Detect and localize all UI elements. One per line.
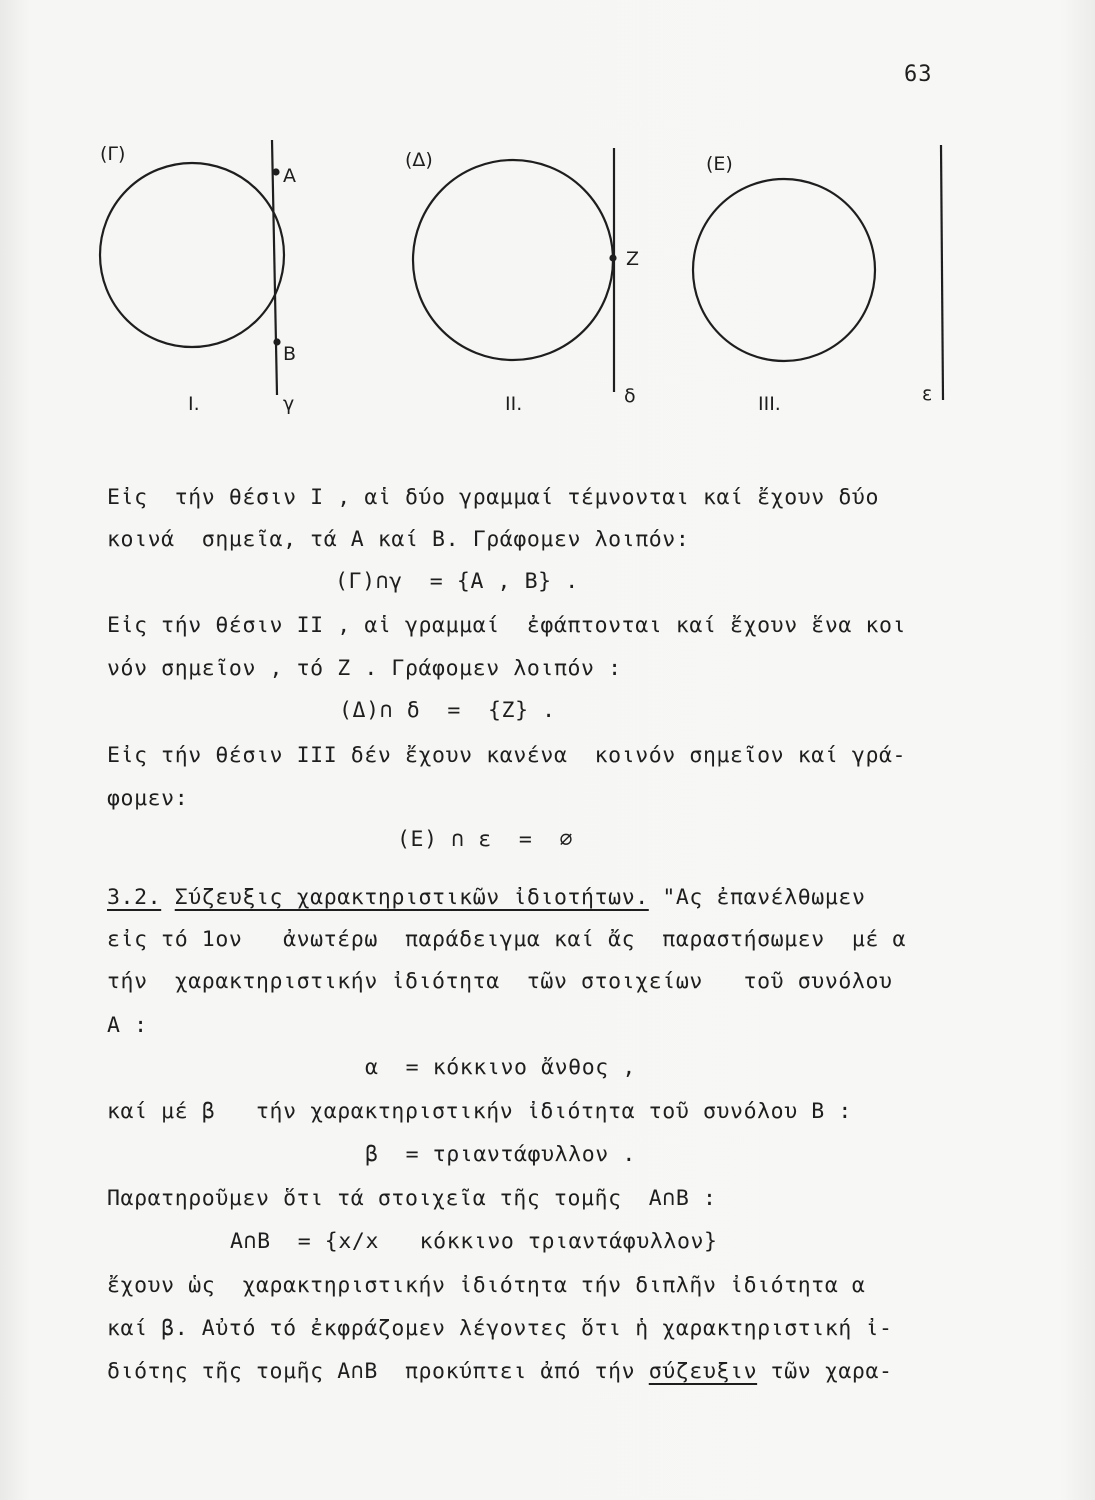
page-number: 63 bbox=[904, 62, 933, 87]
text-line-13: ἔχουν ὡς χαρακτηριστικήν ἰδιότητα τήν διπλῆν ἰδιότητα α bbox=[107, 1273, 866, 1298]
text-line-12: Παρατηροῦμεν ὅτι τά στοιχεῖα τῆς τομῆς A∩B : bbox=[107, 1186, 717, 1211]
label-epsilon-circle: (E) bbox=[706, 153, 733, 175]
text-line-3: Εἰς τήν θέσιν II , αἱ γραμμαί ἐφάπτονται καί ἔχουν ἕνα κοι bbox=[107, 613, 907, 638]
section-title: Σύζευξις χαρακτηριστικῶν ἰδιοτήτων. bbox=[174, 885, 649, 910]
circle-delta bbox=[413, 160, 613, 360]
label-point-z: Z bbox=[626, 248, 640, 270]
circle-gamma bbox=[100, 163, 284, 347]
text-line-14: καί β. Αὐτό τό ἐκφράζομεν λέγοντες ὅτι ἡ χαρακτηριστική ἰ- bbox=[107, 1316, 893, 1341]
line-epsilon bbox=[941, 145, 943, 400]
label-figure-three: III. bbox=[758, 393, 781, 415]
text-line-8: εἰς τό 1ον ἀνωτέρω παράδειγμα καί ἄς παραστήσωμεν μέ α bbox=[107, 927, 907, 952]
text-line-5: Εἰς τήν θέσιν III δέν ἔχουν κανένα κοινόν σημεῖον καί γρά- bbox=[107, 743, 907, 768]
text-line-1: Εἰς τήν θέσιν I , αἱ δύο γραμμαί τέμνονται καί ἔχουν δύο bbox=[107, 485, 880, 510]
label-gamma-circle: (Γ) bbox=[100, 143, 126, 165]
text-line-6: φομεν: bbox=[107, 786, 189, 811]
circle-epsilon bbox=[693, 179, 875, 361]
equation-alpha: α = κόκκινο ἄνθος , bbox=[365, 1055, 636, 1080]
text-line-9: τήν χαρακτηριστικήν ἰδιότητα τῶν στοιχείων τοῦ συνόλου bbox=[107, 969, 893, 994]
point-b-marker bbox=[275, 340, 280, 345]
line-gamma bbox=[272, 140, 277, 395]
label-point-b: B bbox=[283, 343, 297, 365]
point-z-marker bbox=[611, 256, 616, 261]
text-line-4: νόν σημεῖον , τό Z . Γράφομεν λοιπόν : bbox=[107, 656, 622, 681]
label-line-gamma: γ bbox=[283, 393, 295, 415]
section-line-rest: "Ας ἐπανέλθωμεν bbox=[648, 885, 866, 910]
text-line-10: A : bbox=[107, 1013, 148, 1038]
equation-gamma: (Γ)∩γ = {A , B} . bbox=[335, 569, 579, 594]
label-point-a: A bbox=[283, 165, 296, 187]
text-line-15 bbox=[107, 1358, 893, 1386]
section-heading-line bbox=[107, 884, 866, 912]
section-number: 3.2. bbox=[107, 885, 162, 910]
label-line-delta: δ bbox=[624, 385, 636, 407]
text-line-11: καί μέ β τήν χαρακτηριστικήν ἰδιότητα τοῦ συνόλου B : bbox=[107, 1099, 852, 1124]
equation-epsilon: (E) ∩ ε = ∅ bbox=[397, 827, 574, 852]
label-delta-circle: (Δ) bbox=[405, 149, 433, 171]
label-line-epsilon: ε bbox=[922, 383, 933, 405]
text-line-15-start: διότης τῆς τομῆς A∩B προκύπτει ἀπό τήν bbox=[107, 1359, 649, 1384]
point-a-marker bbox=[274, 170, 279, 175]
label-figure-one: I. bbox=[188, 393, 200, 415]
equation-intersection: A∩B = {x/x κόκκινο τριαντάφυλλον} bbox=[230, 1229, 718, 1254]
text-line-15-end: τῶν χαρα- bbox=[757, 1359, 893, 1384]
underlined-term: σύζευξιν bbox=[648, 1359, 758, 1384]
text-line-2: κοινά σημεῖα, τά A καί B. Γράφομεν λοιπόν: bbox=[107, 527, 690, 552]
set-intersection-figures bbox=[0, 0, 1095, 420]
equation-delta: (Δ)∩ δ = {Z} . bbox=[339, 698, 556, 723]
equation-beta: β = τριαντάφυλλον . bbox=[365, 1142, 636, 1167]
label-figure-two: II. bbox=[505, 393, 523, 415]
